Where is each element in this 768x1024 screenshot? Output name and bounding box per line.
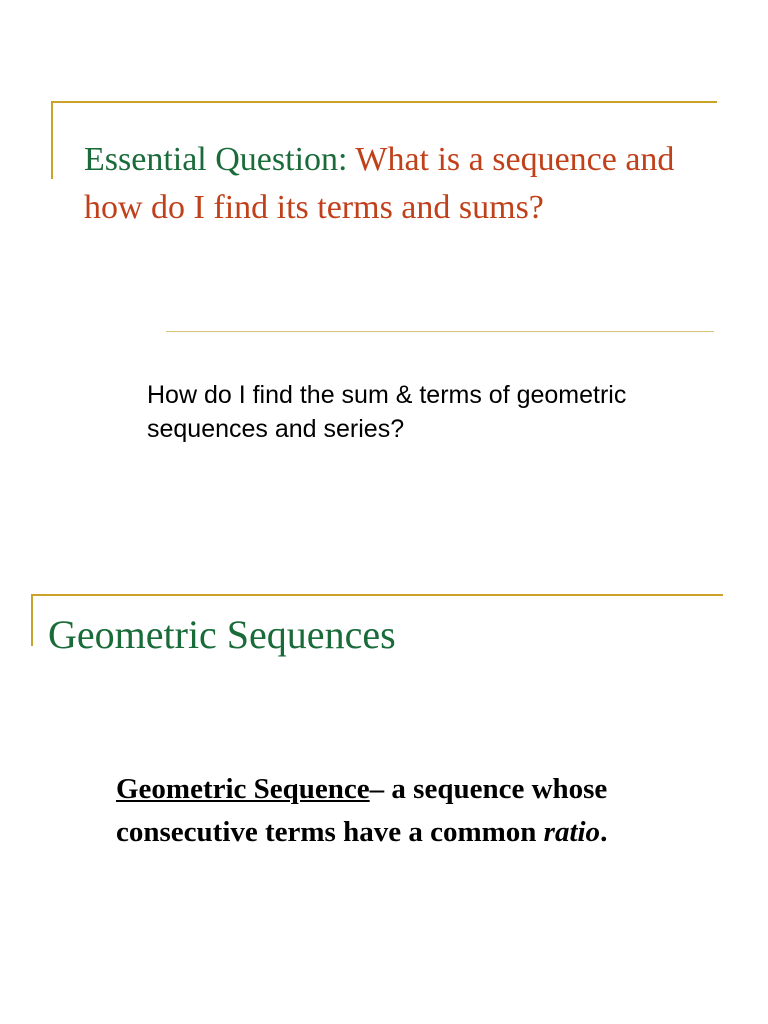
title-lead: Essential Question:: [84, 141, 348, 178]
sub-question: How do I find the sum & terms of geometric sequences and series?: [147, 381, 627, 443]
title-question: What is a sequence and how do I find its terms and sums?: [84, 141, 675, 226]
divider-rule: [166, 331, 714, 332]
left-rule: [51, 101, 53, 179]
emphasis-word: ratio: [543, 816, 601, 848]
definition-body: – a sequence whose consecutive terms have a common: [116, 773, 608, 848]
definition-end: .: [600, 816, 608, 848]
slide-title: Geometric Sequences: [48, 612, 396, 657]
top-rule: [51, 101, 717, 103]
slide-title: [84, 136, 724, 232]
left-rule: [31, 594, 33, 646]
definition-text: [116, 768, 736, 854]
top-rule: [31, 594, 723, 596]
slide-geometric-sequences: [0, 512, 768, 1024]
defined-term: Geometric Sequence: [116, 773, 370, 805]
